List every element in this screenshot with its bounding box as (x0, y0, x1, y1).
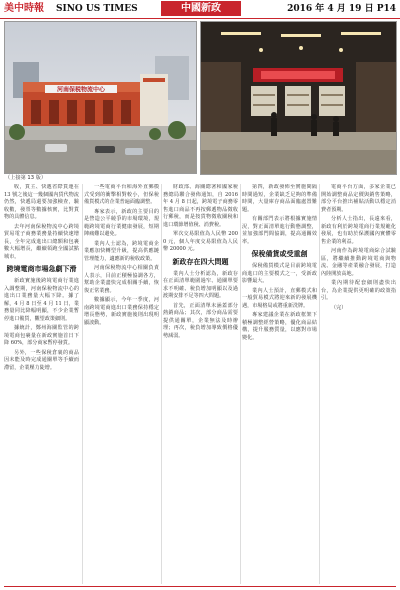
date-page: 2016 年 4 月 19 日 P14 (287, 4, 396, 14)
paragraph: 財政部、海關總署和國家稅務總局聯合發佈通知，自 2016 年 4 月 8 日起，跨境電子商務零售進口商品不再按郵遞物品徵收行郵稅，而是按貨物徵收關稅和進口環節增值稅、消費稅。 (163, 184, 238, 228)
paragraph: 去年河南保稅物流中心跨境貿易電子商務業務量持續快速增長，全年完成進出口總額和包裹數大幅增長，繼續領跑全國試點城市。 (4, 223, 79, 260)
paragraph: 第四，新政發佈至實施間隔時間過短，企業缺乏足夠的準備時間，大量庫存商品面臨處置難題。 (242, 184, 317, 213)
paragraph: 一些電商平台和海外直郵模式受到的衝擊相對較小，但保稅備貨模式的企業普遍面臨調整。 (84, 184, 159, 205)
paragraph: 單次交易限值為人民幣 2000 元，個人年度交易限值為人民幣 20000 元。 (163, 231, 238, 252)
paragraph: 數據顯示，今年一季度，河南跨境電商進出口業務保持穩定增長態勢，新政實施後則出現明顯波動。 (84, 297, 159, 326)
paragraph: 收，貨主、快遞省際貨運在 13 號之後這一幾個國內貨代物流仍然，快遞局還要加強檢查，驗收數，發票等數據核實，比對貨物的具體信息。 (4, 184, 79, 220)
column-divider (82, 184, 83, 584)
building-sign: 河南保税物流中心 (56, 86, 106, 94)
article-column-2 (84, 184, 159, 584)
photo-logistics-center (4, 21, 197, 174)
article-column-3 (163, 184, 238, 584)
article-column-1 (4, 184, 79, 584)
paragraph: 新政實施後跨境電商行業進入調整期，河南保稅物流中心的進出口業務量大幅下降。據了解，4 月 8 日至 4 月 11 日，業務量同比降幅明顯，不少企業暫停進口備貨，觀望政策細則。 (4, 278, 79, 322)
article-column-4 (242, 184, 317, 584)
photo-exhibition-hall-image (201, 22, 396, 174)
paragraph: 業內人士分析認為，新政存在正面清單範圍過窄、通關單要求不明確、稅負增加明顯以及過渡期安排不足等四大問題。 (163, 270, 238, 299)
paragraph: 據統計，鄭州海關監管的跨境電商包裹量在新政實施首日下降 60%，部分商家暫停發貨。 (4, 325, 79, 346)
column-divider (319, 184, 320, 584)
paragraph: 專家建議企業在新政框架下積極調整經營策略，優化商品結構，提升服務質量，以應對市場變化。 (242, 312, 317, 341)
page-header (0, 0, 400, 19)
paragraph: 業內期待配套細則盡快出台，為企業提供更明確的政策指引。 (321, 280, 396, 301)
brand-english: SINO US TIMES (56, 4, 138, 14)
paragraph: （完） (331, 304, 347, 311)
paragraph: 業內人士認為，跨境電商企業應加快轉型升級，提高供應鏈管理能力，適應新的稅收政策。 (84, 240, 159, 262)
brand-chinese: 美中時報 (4, 3, 44, 14)
section-title: 中國新政 (161, 1, 241, 16)
paragraph: 業內人士預計，直郵模式和一般貿易模式將迎來新的發展機遇，市場格局或將重新洗牌。 (242, 287, 317, 309)
footer-rule (4, 586, 396, 587)
subheading: 保稅備貨或受重創 (251, 250, 308, 258)
column-divider (161, 184, 162, 584)
paragraph: 有關部門表示將根據實施情況，對正面清單進行動態調整，並加強部門間協調，提高通關效率。 (242, 216, 317, 245)
paragraph: 河南保稅物流中心相關負責人表示，目前正積極協調各方，幫助企業盡快完成相關手續，恢復正常業務。 (84, 265, 159, 294)
subheading: 新政存在四大問題 (172, 257, 229, 266)
column-divider (240, 184, 241, 584)
paragraph: 首先，正面清單未涵蓋部分熱銷商品；其次，部分商品需要提供通關單，企業無法及時辦理；再次，稅負增加導致價格優勢減弱。 (163, 302, 238, 339)
photo-exhibition-hall (200, 21, 397, 175)
paragraph: 另外，一些保稅倉裏的商品因未能及時完成通關單等手續而滯留，企業壓力陡增。 (4, 349, 79, 371)
paragraph: 河南作為跨境電商綜合試驗區，將繼續推動跨境電商與物流、金融等產業融合發展，打造內陸開放高地。 (321, 248, 396, 277)
paragraph: 專家表示，新政的主要目的是營造公平競爭的市場環境，規範跨境電商行業健康發展，短期陣痛難以避免。 (84, 208, 159, 237)
paragraph: 分析人士指出，長遠來看，新政有利於跨境電商行業規範化發展，也有助於保護國內實體零售企業的利益。 (321, 216, 396, 245)
paragraph: 保稅備貨模式是目前跨境電商進口的主要模式之一，受新政影響最大。 (242, 263, 317, 284)
article-column-5 (321, 184, 396, 584)
paragraph: 電商平台方面，多家企業已開始調整商品定價與銷售策略，部分平台推出補貼活動以穩定消費者預期。 (321, 184, 396, 213)
photo-logistics-center-image (5, 22, 196, 173)
photo-caption-left: （上接第 13 版） (5, 175, 47, 181)
subheading: 跨境電商市場急劇下滑 (6, 265, 77, 273)
